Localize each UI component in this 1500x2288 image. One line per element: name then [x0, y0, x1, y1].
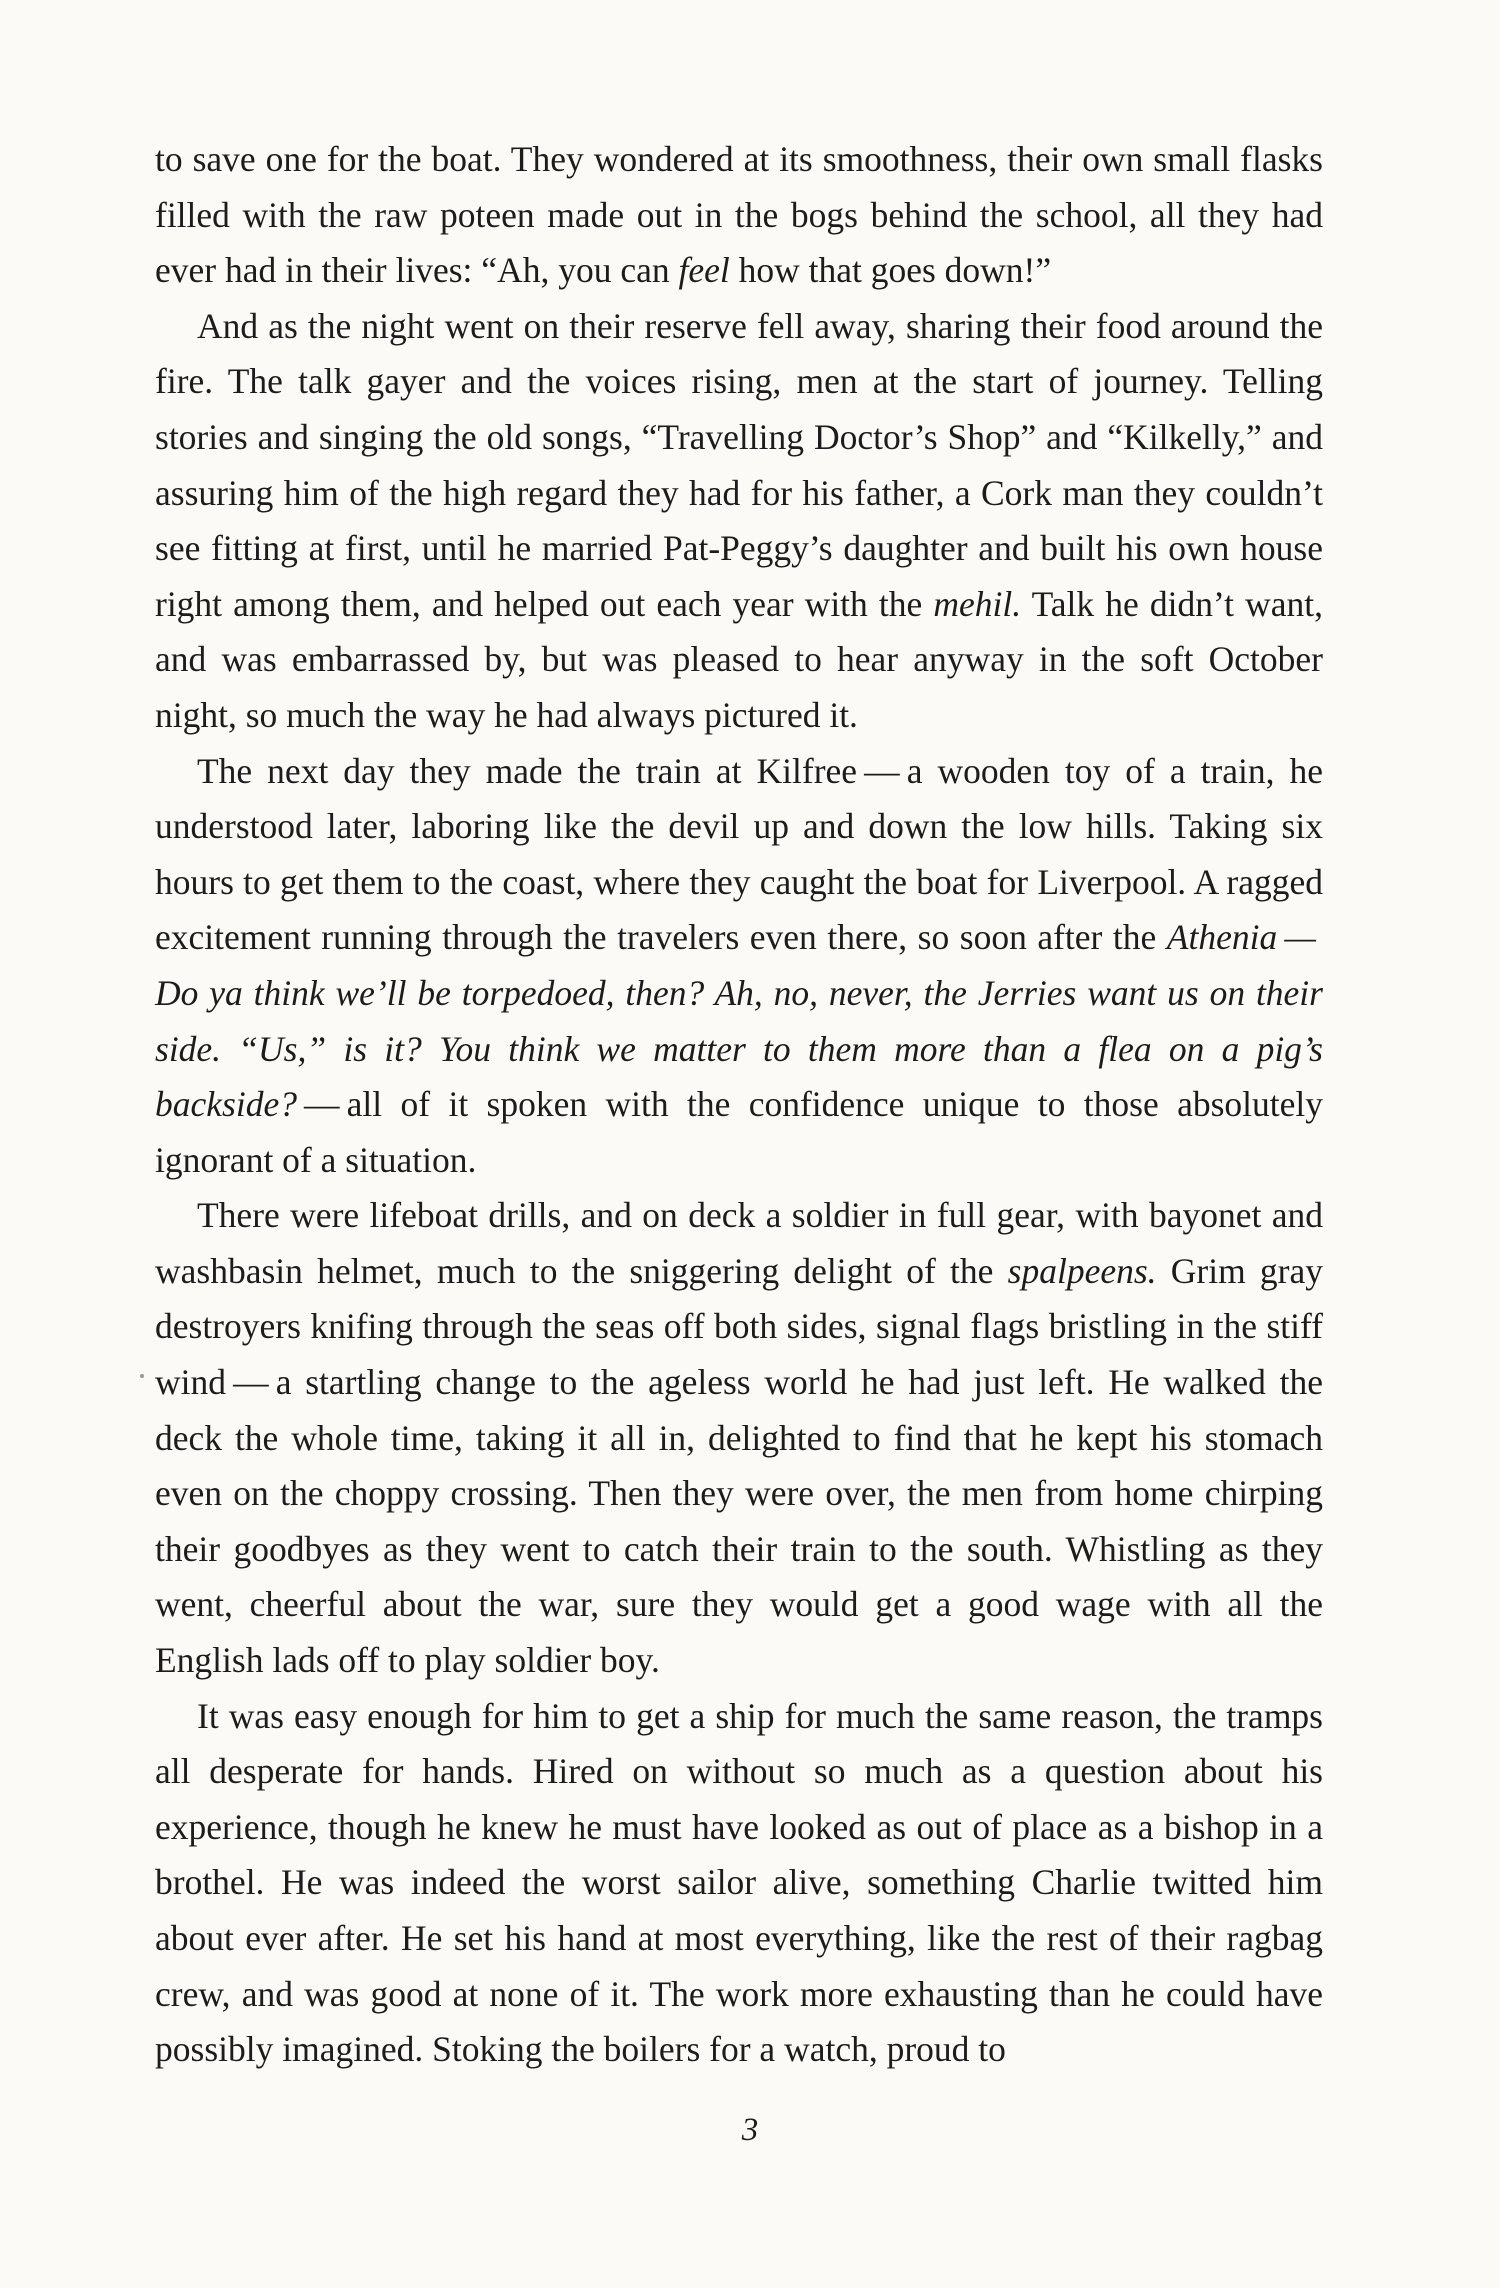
paragraph-text: — all of it spoken with the confidence unique to those absolutely ignorant of a situation.: [155, 1084, 1323, 1180]
italic-text: spalpeens.: [1007, 1250, 1157, 1291]
scan-speck: [140, 1374, 144, 1378]
paragraph-1: [155, 132, 1323, 299]
paragraph-2: [155, 299, 1323, 744]
paragraph-text: The next day they made the train at Kilfree — a wooden toy of a train, he understood later, laboring like the devil up and down the low hills. Taking six hours to get them to the coast, where they caught the boat for Liverpool. A ragged excitement running through the travelers even there, so soon after the: [155, 750, 1323, 958]
paragraph-text: how that goes down!”: [729, 250, 1052, 291]
paragraph-4: [155, 1188, 1323, 1688]
paragraph-3: [155, 744, 1323, 1189]
body-text: [155, 132, 1323, 2078]
paragraph-5: [155, 1689, 1323, 2078]
italic-text: mehil.: [933, 583, 1022, 624]
page-number: 3: [741, 2112, 759, 2148]
italic-text: feel: [678, 250, 730, 291]
paragraph-text: Talk he didn’t want, and was embarrassed by, but was pleased to hear anyway in the soft October night, so much the way he had always pictured it.: [155, 583, 1324, 735]
paragraph-text: And as the night went on their reserve fell away, sharing their food around the fire. The talk gayer and the voices rising, men at the start of journey. Telling stories and singing the old songs, “Travelling Doctor’s Shop” and “Kilkelly,” and assuring him of the high regard they had for his father, a Cork man they couldn’t see fitting at first, until he married Pat-Peggy’s daughter and built his own house right among them, and helped out each year with the: [155, 305, 1323, 624]
paragraph-text: to save one for the boat. They wondered at its smoothness, their own small flasks filled with the raw poteen made out in the bogs behind the school, all they had ever had in their lives: “Ah, you can: [155, 139, 1323, 291]
paragraph-text: Grim gray destroyers knifing through the seas off both sides, signal flags bristling in the stiff wind — a startling change to the ageless world he had just left. He walked the deck the whole time, taking it all in, delighted to find that he kept his stomach even on the choppy crossing. Then they were over, the men from home chirping their goodbyes as they went to catch their train to the south. Whistling as they went, cheerful about the war, sure they would get a good wage with all the English lads off to play soldier boy.: [155, 1250, 1323, 1681]
paragraph-text: It was easy enough for him to get a ship for much the same reason, the tramps all desperate for hands. Hired on without so much as a question about his experience, though he knew he must have looked as out of place as a bishop in a brothel. He was indeed the worst sailor alive, something Charlie twitted him about ever after. He set his hand at most everything, like the rest of their ragbag crew, and was good at none of it. The work more exhausting than he could have possibly imagined. Stoking the boilers for a watch, proud to: [155, 1695, 1323, 2070]
paragraph-text: There were lifeboat drills, and on deck a soldier in full gear, with bayonet and washbasin helmet, much to the sniggering delight of the: [155, 1195, 1323, 1291]
italic-text: Athenia — Do ya think we’ll be torpedoed, then? Ah, no, never, the Jerries want us on their side. “Us,” is it? You think we matter to them more than a flea on a pig’s backside?: [155, 917, 1323, 1125]
